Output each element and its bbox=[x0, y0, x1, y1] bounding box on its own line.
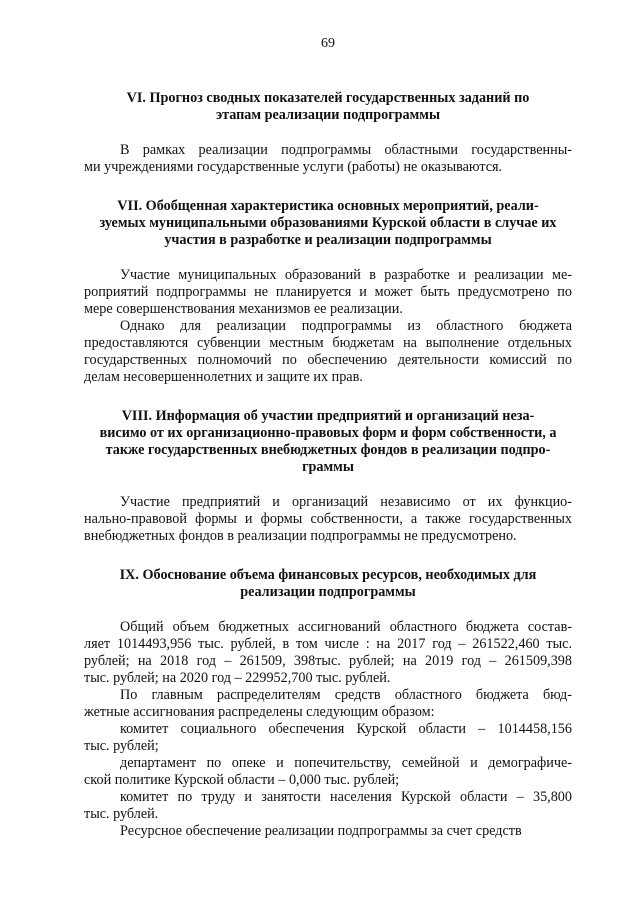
paragraph bbox=[84, 267, 572, 318]
paragraph-line: рублей; на 2018 год – 261509, 398тыс. рублей; на 2019 год – 261509,398 bbox=[84, 653, 572, 669]
section-title-line: этапам реализации подпрограммы bbox=[215, 107, 441, 123]
paragraph bbox=[84, 789, 572, 823]
paragraph bbox=[84, 318, 572, 386]
title-spacer bbox=[84, 476, 572, 494]
paragraph-line: государственных полномочий по обеспечению деятельности комиссий по bbox=[84, 352, 572, 368]
section-spacer bbox=[84, 176, 572, 198]
paragraph-line: Участие предприятий и организаций независимо от их функцио- bbox=[120, 494, 572, 510]
section-title-line: граммы bbox=[302, 459, 354, 475]
paragraph-line: тыс. рублей; bbox=[84, 738, 159, 754]
paragraph-line: предоставляются субвенции местным бюджетам на выполнение отдельных bbox=[84, 335, 572, 351]
section-title-line: VIII. Информация об участии предприятий и организаций неза- bbox=[121, 408, 535, 424]
paragraph bbox=[84, 823, 572, 840]
paragraph-line: жетные ассигнования распределены следующим образом: bbox=[84, 704, 435, 720]
paragraph-line: мере совершенствования механизмов ее реализации. bbox=[84, 301, 403, 317]
title-spacer bbox=[84, 601, 572, 619]
paragraph-line: роприятий подпрограммы не планируется и может быть предусмотрено по bbox=[84, 284, 572, 300]
paragraph-line: Участие муниципальных образований в разработке и реализации ме- bbox=[120, 267, 572, 283]
paragraph-line: департамент по опеке и попечительству, семейной и демографиче- bbox=[120, 755, 572, 771]
paragraph bbox=[84, 755, 572, 789]
document-body bbox=[84, 90, 572, 840]
paragraph-line: Общий объем бюджетных ассигнований областного бюджета состав- bbox=[120, 619, 572, 635]
paragraph-line: ми учреждениями государственные услуги (работы) не оказываются. bbox=[84, 159, 503, 175]
section-title-line: зуемых муниципальными образованиями Курской области в случае их bbox=[99, 215, 557, 231]
paragraph bbox=[84, 687, 572, 721]
paragraph-line: Ресурсное обеспечение реализации подпрограммы за счет средств bbox=[120, 823, 522, 839]
section-title-line: VI. Прогноз сводных показателей государственных заданий по bbox=[126, 90, 530, 106]
section-title bbox=[84, 90, 572, 124]
paragraph-line: По главным распределителям средств областного бюджета бюд- bbox=[120, 687, 572, 703]
paragraph-line: делам несовершеннолетних и защите их прав. bbox=[84, 369, 363, 385]
paragraph-line: нально-правовой формы и формы собственности, а также государственных bbox=[84, 511, 572, 527]
page-number: 69 bbox=[321, 36, 335, 51]
paragraph-line: тыс. рублей; на 2020 год – 229952,700 тыс. рублей. bbox=[84, 670, 391, 686]
paragraph bbox=[84, 721, 572, 755]
paragraph-line: тыс. рублей. bbox=[84, 806, 159, 822]
section-title-line: IX. Обоснование объема финансовых ресурсов, необходимых для bbox=[119, 567, 537, 583]
paragraph bbox=[84, 619, 572, 687]
section-title-line: реализации подпрограммы bbox=[240, 584, 416, 600]
paragraph-line: комитет социального обеспечения Курской области – 1014458,156 bbox=[120, 721, 572, 737]
paragraph-line: внебюджетных фондов в реализации подпрограммы не предусмотрено. bbox=[84, 528, 517, 544]
title-spacer bbox=[84, 124, 572, 142]
section-title-line: участия в разработке и реализации подпрограммы bbox=[164, 232, 492, 248]
section-spacer bbox=[84, 545, 572, 567]
paragraph-line: комитет по труду и занятости населения Курской области – 35,800 bbox=[120, 789, 572, 805]
paragraph bbox=[84, 494, 572, 545]
paragraph-line: ской политике Курской области – 0,000 тыс. рублей; bbox=[84, 772, 400, 788]
section-title-line: также государственных внебюджетных фондов в реализации подпро- bbox=[105, 442, 551, 458]
paragraph-line: Однако для реализации подпрограммы из областного бюджета bbox=[120, 318, 572, 334]
section-title bbox=[84, 408, 572, 476]
paragraph bbox=[84, 142, 572, 176]
section-title-line: висимо от их организационно-правовых форм и форм собственности, а bbox=[99, 425, 557, 441]
paragraph-line: ляет 1014493,956 тыс. рублей, в том числе : на 2017 год – 261522,460 тыс. bbox=[84, 636, 572, 652]
paragraph-line: В рамках реализации подпрограммы областными государственны- bbox=[120, 142, 572, 158]
section-spacer bbox=[84, 386, 572, 408]
title-spacer bbox=[84, 249, 572, 267]
section-title bbox=[84, 198, 572, 249]
section-title bbox=[84, 567, 572, 601]
section-title-line: VII. Обобщенная характеристика основных мероприятий, реали- bbox=[117, 198, 539, 214]
